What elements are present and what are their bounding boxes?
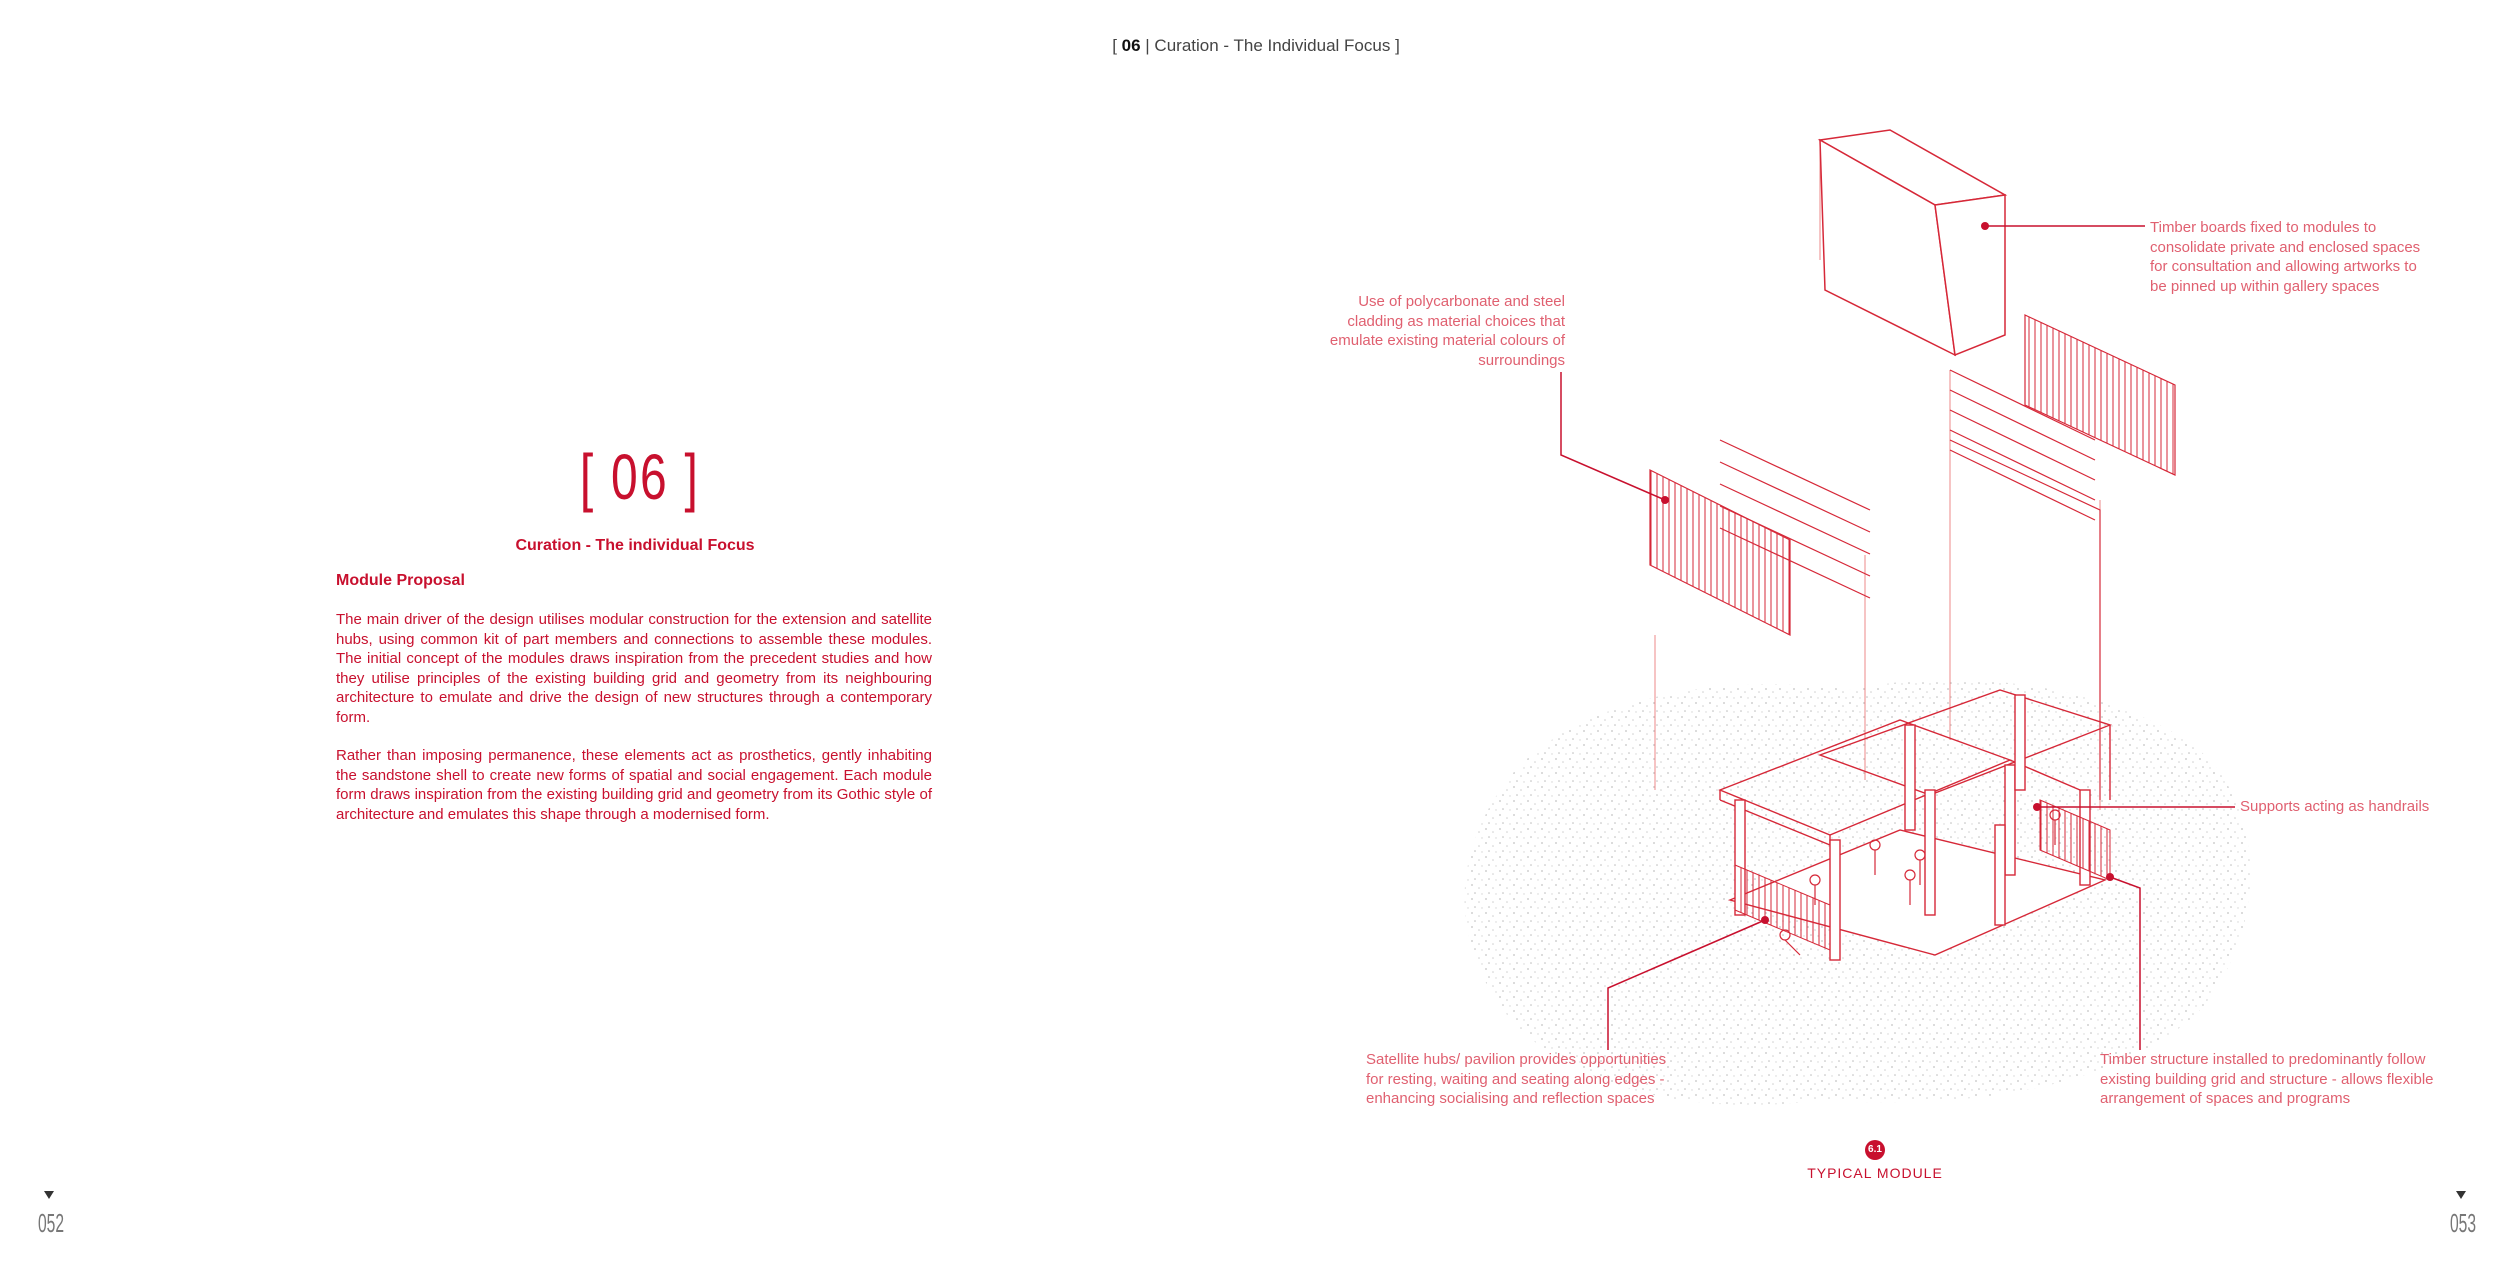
annotation-supports: Supports acting as handrails: [2240, 798, 2430, 815]
left-cladding-panel: [1650, 440, 1870, 635]
header-title: | Curation - The Individual Focus ]: [1140, 36, 1400, 55]
annotation-timber-boards: Timber boards fixed to modules to consolidate private and enclosed spaces for consultation and allowing artworks to be pinned up within gallery spaces: [2150, 219, 2421, 295]
annotation-timber-structure: Timber structure installed to predominantly follow existing building grid and structure - allows flexible arrangement of spaces and programs: [2100, 1051, 2434, 1107]
header-open-bracket: [: [1112, 36, 1122, 55]
section-title: Curation - The individual Focus: [515, 537, 755, 554]
figure-caption: TYPICAL MODULE: [1807, 1165, 1943, 1181]
right-page-number: 053: [2450, 1208, 2477, 1238]
paragraph-1: The main driver of the design utilises modular construction for the extension and satellite hubs, using common kit of part members and connections to assemble these modules. The initial concept of the modules draws inspiration from the precedent studies and how they utilise principles of the existing building grid and geometry from its neighbouring architecture to emulate and drive the design of new structures through a contemporary form.: [336, 611, 932, 726]
timber-board-box: [1820, 130, 2005, 355]
section-number: [ 06 ]: [579, 441, 701, 513]
figure-number-badge: 6.1: [1865, 1140, 1885, 1160]
annotation-satellite-hubs: Satellite hubs/ pavilion provides opportunities for resting, waiting and seating along edges - enhancing socialising and reflection spaces: [1366, 1051, 1667, 1107]
header-number: 06: [1121, 36, 1141, 55]
annotation-polycarbonate: Use of polycarbonate and steel cladding as material choices that emulate existing material colours of surroundings: [1329, 293, 1565, 369]
paragraph-2: Rather than imposing permanence, these elements act as prosthetics, gently inhabiting the sandstone shell to create new forms of spatial and social engagement. Each module form draws inspiration from the existing building grid and geometry from its Gothic style of architecture and emulates this shape through a modernised form.: [336, 747, 932, 823]
left-page-number: 052: [38, 1208, 65, 1238]
module-proposal-heading: Module Proposal: [336, 572, 465, 589]
